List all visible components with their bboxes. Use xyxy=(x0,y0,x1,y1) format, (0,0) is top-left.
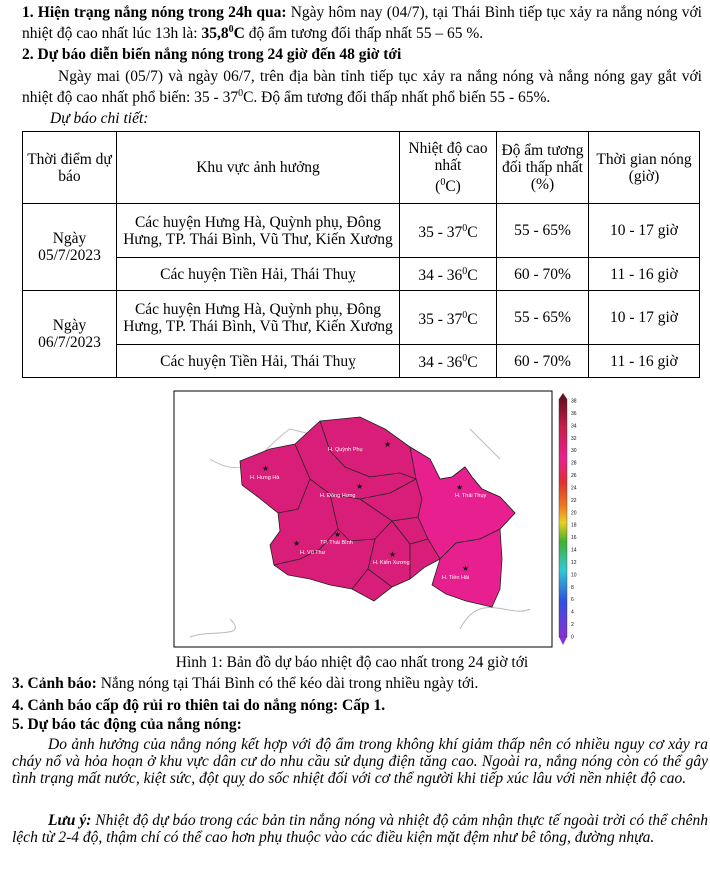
duration-cell: 11 - 16 giờ xyxy=(589,345,700,378)
table-header-row xyxy=(23,132,700,204)
section-5-heading: 5. Dự báo tác động của nắng nóng: xyxy=(12,716,242,733)
colorbar-tick: 8 xyxy=(571,584,574,591)
label-tien-hai: H. Tiền Hải xyxy=(442,575,470,581)
colorbar-tick: 0 xyxy=(571,634,574,641)
label-vu-thu: H. Vũ Thư xyxy=(300,550,326,556)
svg-text:★: ★ xyxy=(389,550,397,559)
colorbar-tick: 6 xyxy=(571,597,574,604)
colorbar-tick: 22 xyxy=(571,497,577,504)
colorbar-tick: 26 xyxy=(571,473,577,480)
label-thai-thuy: H. Thái Thụy xyxy=(455,493,487,499)
section-2-paragraph: Ngày mai (05/7) và ngày 06/7, trên địa bàn tỉnh tiếp tục xảy ra nắng nóng và nắng nóng gay gắt với nhiệt độ cao nhất phổ biến: $35 - 37^0C$. Độ ẩm tương đối thấp nhất phổ biến 55 - 65%. xyxy=(22,68,702,107)
svg-text:★: ★ xyxy=(456,483,464,492)
label-dong-hung: H. Đông Hưng xyxy=(320,493,356,499)
header-area: Khu vực ảnh hưởng xyxy=(117,132,400,204)
note-paragraph: Lưu ý: Nhiệt độ dự báo trong các bản tin nắng nóng và nhiệt độ cảm nhận thực tế ngoài trời có thể chênh lệch từ 2-4 độ, thậm chí có thể cao hơn phụ thuộc vào các điều kiện mặt đệm như bê tông, đường nhựa. xyxy=(12,812,708,846)
colorbar-tick: 30 xyxy=(571,448,577,455)
colorbar-tick: 16 xyxy=(571,535,577,542)
section-2-heading: 2. Dự báo diễn biến nắng nóng trong 24 giờ đến 48 giờ tới xyxy=(22,46,402,63)
tmax-cell: $34 - 36^0C$ xyxy=(400,258,497,291)
area-cell: Các huyện Hưng Hà, Quỳnh phụ, Đông Hưng, TP. Thái Bình, Vũ Thư, Kiến Xương xyxy=(117,291,400,345)
svg-text:★: ★ xyxy=(462,564,470,573)
area-cell: Các huyện Tiền Hải, Thái Thuỵ xyxy=(117,345,400,378)
table-row xyxy=(23,345,700,378)
colorbar-tick: 38 xyxy=(571,398,577,405)
header-time: Thời điểm dự báo xyxy=(23,132,117,204)
colorbar-tick: 34 xyxy=(571,423,577,430)
colorbar-tick: 14 xyxy=(571,547,577,554)
rh-cell: 60 - 70% xyxy=(497,258,589,291)
colorbar-tick: 18 xyxy=(571,522,577,529)
forecast-table xyxy=(22,131,700,378)
day-cell: Ngày 05/7/2023 xyxy=(23,204,117,291)
figure-caption: Hình 1: Bản đồ dự báo nhiệt độ cao nhất trong 24 giờ tới xyxy=(175,654,529,671)
colorbar-tick: 4 xyxy=(571,609,574,616)
table-row xyxy=(23,204,700,258)
colorbar xyxy=(559,393,567,645)
label-quynh-phu: H. Quỳnh Phụ xyxy=(328,447,363,453)
tmax-cell: $35 - 37^0C$ xyxy=(400,204,497,258)
colorbar-tick: 32 xyxy=(571,435,577,442)
colorbar-tick: 24 xyxy=(571,485,577,492)
svg-text:★: ★ xyxy=(334,530,342,539)
label-tp-thai-binh: TP. Thái Bình xyxy=(320,540,353,546)
section-3-paragraph: 3. Cảnh báo: Nắng nóng tại Thái Bình có thể kéo dài trong nhiều ngày tới. xyxy=(12,675,479,692)
svg-text:★: ★ xyxy=(293,539,301,548)
colorbar-tick: 20 xyxy=(571,510,577,517)
label-kien-xuong: H. Kiến Xương xyxy=(373,560,410,566)
colorbar-tick: 36 xyxy=(571,410,577,417)
section-5-paragraph: Do ảnh hưởng của nắng nóng kết hợp với độ ẩm trong không khí giảm thấp nên có nhiều nguy cơ xảy ra cháy nổ và hỏa hoạn ở khu vực dân cư do nhu cầu sử dụng điện tăng cao. Ngoài ra, nắng nóng còn có thể gây tình trạng mất nước, kiệt sức, đột quỵ do sốc nhiệt đối với cơ thể người khi tiếp xúc lâu với nền nhiệt độ cao. xyxy=(12,736,708,787)
colorbar-tick-labels xyxy=(571,399,577,641)
duration-cell: 11 - 16 giờ xyxy=(589,258,700,291)
svg-text:★: ★ xyxy=(262,464,270,473)
svg-text:★: ★ xyxy=(356,482,364,491)
section-1-heading: 1. Hiện trạng nắng nóng trong 24h qua: xyxy=(22,4,287,21)
rh-cell: 55 - 65% xyxy=(497,291,589,345)
rh-cell: 60 - 70% xyxy=(497,345,589,378)
svg-text:★: ★ xyxy=(384,440,392,449)
header-rh: Độ ẩm tương đối thấp nhất (%) xyxy=(497,132,589,204)
colorbar-tick: 28 xyxy=(571,460,577,467)
detail-label: Dự báo chi tiết: xyxy=(50,110,149,127)
area-cell: Các huyện Tiền Hải, Thái Thuỵ xyxy=(117,258,400,291)
label-hung-ha: H. Hưng Hà xyxy=(250,475,280,481)
temperature-map xyxy=(170,389,590,651)
section-4-heading: 4. Cảnh báo cấp độ rủi ro thiên tai do nắng nóng: Cấp 1. xyxy=(12,697,386,714)
table-row xyxy=(23,291,700,345)
tmax-cell: $34 - 36^0C$ xyxy=(400,345,497,378)
table-row xyxy=(23,258,700,291)
rh-cell: 55 - 65% xyxy=(497,204,589,258)
section-1-paragraph: 1. Hiện trạng nắng nóng trong 24h qua: Ngày hôm nay (04/7), tại Thái Bình tiếp tục xảy ra nắng nóng với nhiệt độ cao nhất lúc 13h là: 35,8$^0$C độ ẩm tương đối thấp nhất 55 – 65 %. xyxy=(22,4,702,43)
colorbar-tick: 2 xyxy=(571,622,574,629)
colorbar-tick: 12 xyxy=(571,559,577,566)
duration-cell: 10 - 17 giờ xyxy=(589,291,700,345)
colorbar-tick: 10 xyxy=(571,572,577,579)
area-cell: Các huyện Hưng Hà, Quỳnh phụ, Đông Hưng, TP. Thái Bình, Vũ Thư, Kiến Xương xyxy=(117,204,400,258)
day-cell: Ngày 06/7/2023 xyxy=(23,291,117,378)
duration-cell: 10 - 17 giờ xyxy=(589,204,700,258)
header-tmax: Nhiệt độ cao nhất ($^0$C) xyxy=(400,132,497,204)
header-duration: Thời gian nóng (giờ) xyxy=(589,132,700,204)
tmax-cell: $35 - 37^0C$ xyxy=(400,291,497,345)
